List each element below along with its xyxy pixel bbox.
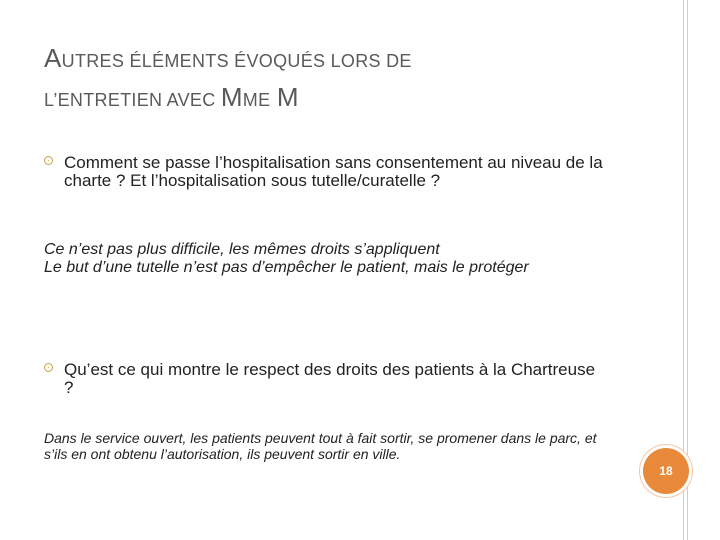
bullet-question-2 [44, 361, 604, 397]
title-m-2: M [276, 82, 299, 112]
slide-title [44, 40, 644, 118]
title-m: M [220, 82, 243, 112]
bullet-question-1-text: Comment se passe l’hospitalisation sans consentement au niveau de la charte ? Et l’hospitalisation sous tutelle/curatelle ? [64, 153, 603, 190]
bullet-question-2-text: Qu’est ce qui montre le respect des droits des patients à la Chartreuse ? [64, 360, 596, 397]
title-line-1 [44, 40, 644, 79]
bullet-question-1 [44, 154, 604, 190]
title-line-2-text: L’ENTRETIEN AVEC [44, 90, 221, 110]
title-line-2 [44, 79, 644, 118]
answer-2: Dans le service ouvert, les patients peuvent tout à fait sortir, se promener dans le parc, et s’ils en ont obtenu l’autorisation, ils peuvent sortir en ville. [44, 430, 597, 462]
bullet-circle-icon [44, 156, 53, 165]
title-initial: A [44, 43, 62, 73]
bullet-circle-icon [44, 363, 53, 372]
page-number-badge: 18 [643, 448, 689, 494]
answer-1-line-1: Ce n’est pas plus difficile, les mêmes droits s’appliquent [44, 241, 440, 258]
title-line-1-text: UTRES ÉLÉMENTS ÉVOQUÉS LORS DE [61, 51, 412, 71]
frame-line-right [687, 0, 688, 540]
answer-1-line-2: Le but d’une tutelle n’est pas d’empêcher le patient, mais le protéger [44, 259, 529, 276]
answer-1 [44, 241, 614, 277]
title-me: ME [242, 90, 271, 110]
